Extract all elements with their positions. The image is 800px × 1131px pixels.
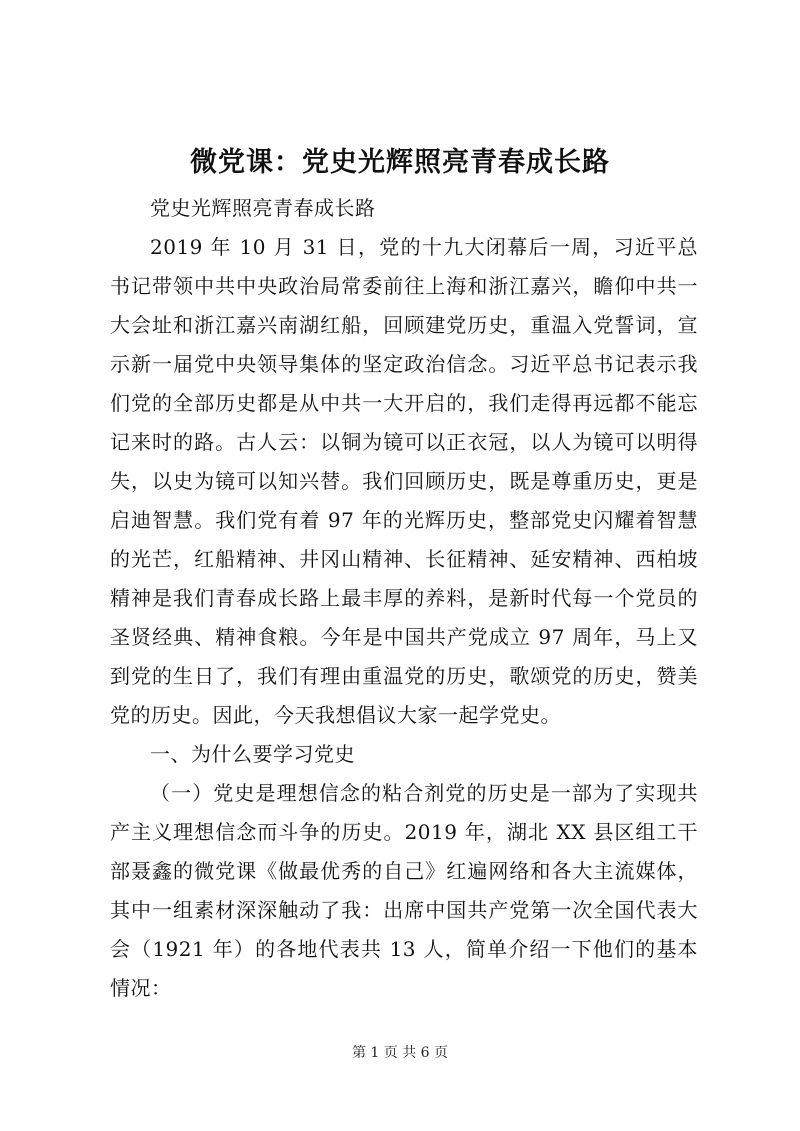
- document-title: 微党课：党史光辉照亮青春成长路: [190, 147, 610, 178]
- section-heading: 一、为什么要学习党史: [150, 742, 355, 766]
- body-paragraph: 2019 年 10 月 31 日，党的十九大闭幕后一周，习近平总书记带领中共中央政治局常委前往上海和浙江嘉兴，瞻仰中共一大会址和浙江嘉兴南湖红船，回顾建党历史，重温入党誓词，宣示新一届党中央领导集体的坚定政治信念。习近平总书记表示我们党的全部历史都是从中共一大开启的，我们走得再远都不能忘记来时的路。古人云：以铜为镜可以正衣冠，以人为镜可以明得失，以史为镜可以知兴替。我们回顾历史，既是尊重历史，更是启迪智慧。我们党有着 97 年的光辉历史，整部党史闪耀着智慧的光芒，红船精神、井冈山精神、长征精神、延安精神、西柏坡精神是我们青春成长路上最丰厚的养料，是新时代每一个党员的圣贤经典、精神食粮。今年是中国共产党成立 97 周年，马上又到党的生日了，我们有理由重温党的历史，歌颂党的历史，赞美党的历史。因此，今天我想倡议大家一起学党史。: [110, 235, 698, 727]
- body-paragraph: （一）党史是理想信念的粘合剂党的历史是一部为了实现共产主义理想信念而斗争的历史。2019 年，湖北 XX 县区组工干部聂鑫的微党课《做最优秀的自己》红遍网络和各大主流媒体，其中一组素材深深触动了我：出席中国共产党第一次全国代表大会（1921 年）的各地代表共 13 人，简单介绍一下他们的基本情况：: [110, 781, 698, 1000]
- subtitle-paragraph: 党史光辉照亮青春成长路: [150, 196, 376, 220]
- page-footer: 第 1 页 共 6 页: [351, 1045, 449, 1061]
- document-body: [110, 189, 698, 1008]
